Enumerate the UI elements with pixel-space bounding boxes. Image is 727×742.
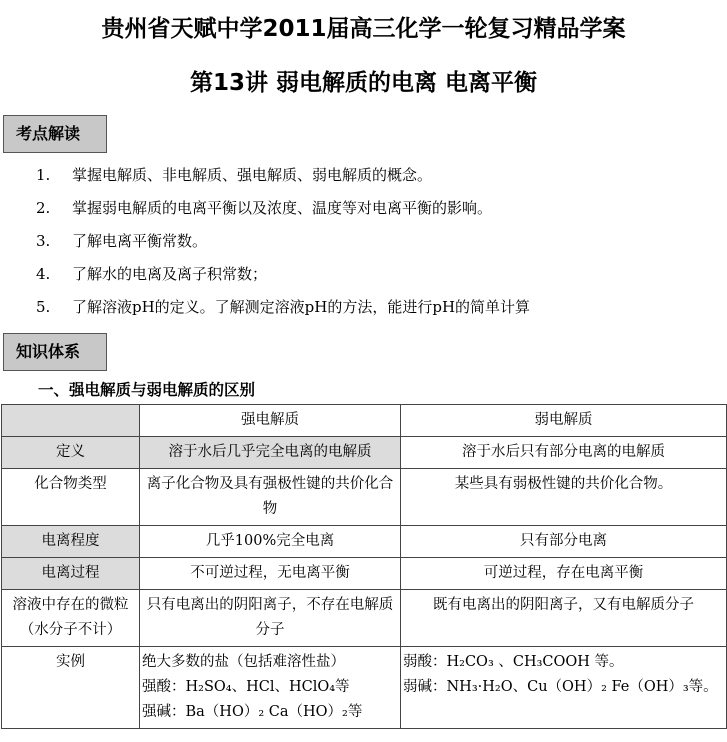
list-item: [36, 263, 530, 296]
table-header-row: [2, 405, 727, 437]
comparison-table: [1, 404, 727, 729]
table-row: [2, 558, 727, 590]
table-row: [2, 437, 727, 469]
table-row: [2, 647, 727, 729]
section-box-exam-points: 考点解读: [3, 115, 107, 153]
lesson-subtitle: 第13讲 弱电解质的电离 电离平衡: [189, 70, 538, 96]
strong-cell: 只有电离出的阴阳离子，不存在电解质分子: [140, 590, 401, 647]
row-label: 电离过程: [2, 558, 140, 590]
strong-cell: 离子化合物及具有强极性键的共价化合物: [140, 469, 401, 526]
weak-cell: 既有电离出的阴阳离子，又有电解质分子: [401, 590, 727, 647]
row-label: 化合物类型: [2, 469, 140, 526]
weak-example-cell: [401, 647, 727, 729]
section-heading: 一、强电解质与弱电解质的区别: [38, 381, 256, 399]
row-label: 定义: [2, 437, 140, 469]
objectives-list: [36, 164, 530, 329]
list-item: [36, 164, 530, 197]
page-title: 贵州省天赋中学2011届高三化学一轮复习精品学案: [101, 16, 626, 42]
example-line: 强酸：H₂SO₄、HCl、HClO₄等: [142, 679, 350, 695]
row-label: 电离程度: [2, 526, 140, 558]
strong-cell: 几乎100%完全电离: [140, 526, 401, 558]
list-text: 掌握电解质、非电解质、强电解质、弱电解质的概念。: [72, 166, 433, 184]
list-item: [36, 230, 530, 263]
list-text: 了解溶液pH的定义。了解测定溶液pH的方法，能进行pH的简单计算: [72, 298, 531, 316]
list-number: 2.: [36, 199, 51, 217]
weak-cell: 溶于水后只有部分电离的电解质: [401, 437, 727, 469]
list-number: 3.: [36, 232, 51, 250]
table-header-cell: 弱电解质: [401, 405, 727, 437]
section-box-knowledge-system: 知识体系: [3, 333, 107, 371]
table-row: [2, 526, 727, 558]
list-number: 5.: [36, 298, 51, 316]
weak-cell: 只有部分电离: [401, 526, 727, 558]
list-text: 了解电离平衡常数。: [72, 232, 208, 250]
strong-example-cell: [140, 647, 401, 729]
weak-cell: 可逆过程，存在电离平衡: [401, 558, 727, 590]
strong-cell: 溶于水后几乎完全电离的电解质: [140, 437, 401, 469]
list-number: 4.: [36, 265, 51, 283]
example-line: 绝大多数的盐（包括难溶性盐）: [142, 654, 345, 670]
example-line: 强碱：Ba（HO）₂ Ca（HO）₂等: [142, 704, 363, 720]
list-text: 掌握弱电解质的电离平衡以及浓度、温度等对电离平衡的影响。: [72, 199, 493, 217]
list-item: [36, 197, 530, 230]
weak-cell: 某些具有弱极性键的共价化合物。: [401, 469, 727, 526]
row-label: 溶液中存在的微粒（水分子不计）: [2, 590, 140, 647]
example-line: 弱酸：H₂CO₃ 、CH₃COOH 等。: [403, 654, 624, 670]
table-header-cell: [2, 405, 140, 437]
table-row: [2, 469, 727, 526]
list-item: [36, 296, 530, 329]
example-line: 弱碱：NH₃·H₂O、Cu（OH）₂ Fe（OH）₃等。: [403, 679, 718, 695]
table-header-cell: 强电解质: [140, 405, 401, 437]
row-label: 实例: [2, 647, 140, 729]
list-number: 1.: [36, 166, 51, 184]
list-text: 了解水的电离及离子积常数；: [72, 265, 268, 283]
table-row: [2, 590, 727, 647]
strong-cell: 不可逆过程，无电离平衡: [140, 558, 401, 590]
